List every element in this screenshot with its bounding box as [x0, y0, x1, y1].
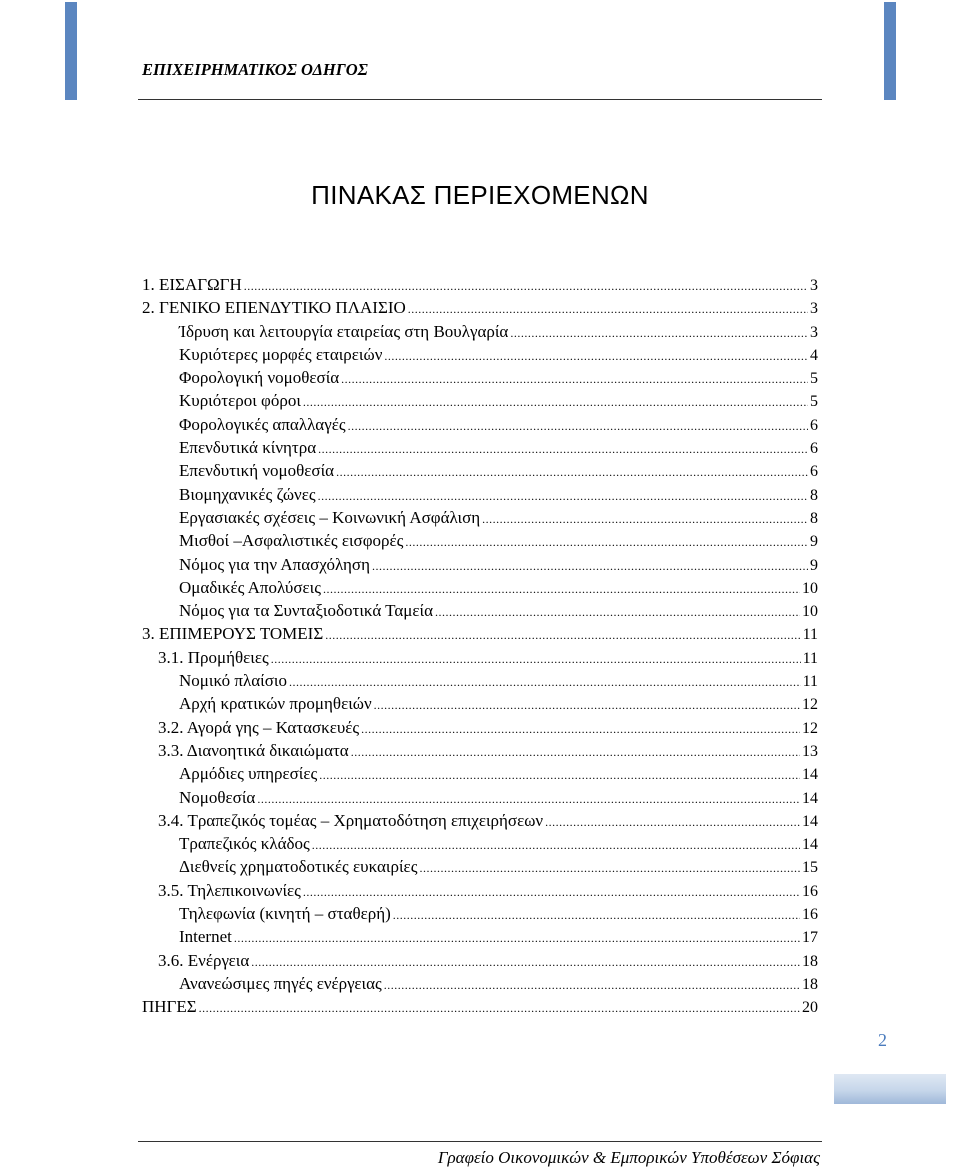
toc-dot-leader	[251, 951, 800, 974]
toc-dot-leader	[244, 275, 808, 298]
toc-entry-label: Αρχή κρατικών προμηθειών	[179, 694, 372, 714]
toc-dot-leader	[234, 927, 800, 950]
toc-dot-leader	[419, 857, 800, 880]
toc-entry-label: Νόμος για τα Συνταξιοδοτικά Ταμεία	[179, 601, 434, 621]
toc-entry[interactable]	[142, 389, 818, 412]
toc-dot-leader	[435, 601, 800, 624]
toc-entry[interactable]	[142, 762, 818, 785]
toc-dot-leader	[408, 298, 808, 321]
toc-entry-page: 3	[810, 277, 818, 294]
toc-entry-label: Επενδυτική νομοθεσία	[179, 461, 335, 481]
toc-dot-leader	[303, 391, 808, 414]
toc-entry[interactable]	[142, 879, 818, 902]
toc-dot-leader	[325, 624, 800, 647]
toc-dot-leader	[312, 834, 800, 857]
toc-entry[interactable]	[142, 646, 818, 669]
toc-entry-page: 8	[810, 509, 818, 527]
toc-entry[interactable]	[142, 692, 818, 715]
toc-entry-label: Νομικό πλαίσιο	[179, 671, 287, 691]
toc-dot-leader	[199, 997, 800, 1020]
page-number-tab-decoration	[834, 1074, 946, 1104]
toc-entry[interactable]	[142, 413, 818, 436]
toc-entry-label: Ανανεώσιμες πηγές ενέργειας	[179, 973, 382, 993]
toc-dot-leader	[303, 881, 800, 904]
toc-entry[interactable]	[142, 809, 818, 832]
toc-entry[interactable]	[142, 459, 818, 482]
toc-entry-page: 18	[802, 952, 818, 970]
header-decoration-bar-left	[65, 2, 77, 100]
toc-entry[interactable]	[142, 786, 818, 809]
toc-entry-page: 12	[802, 719, 818, 737]
toc-entry-page: 5	[810, 393, 818, 411]
toc-entry-label: Ίδρυση και λειτουργία εταιρείας στη Βουλγαρία	[179, 321, 509, 341]
toc-dot-leader	[318, 485, 808, 508]
toc-entry[interactable]	[142, 436, 818, 459]
toc-entry-label: 3.2. Αγορά γης – Κατασκευές	[158, 717, 360, 737]
toc-entry-label: 3.4. Τραπεζικός τομέας – Χρηματοδότηση επιχειρήσεων	[158, 810, 544, 830]
footer-text: Γραφείο Οικονομικών & Εμπορικών Υποθέσεων Σόφιας	[437, 1148, 820, 1167]
toc-dot-leader	[482, 508, 808, 531]
toc-entry-label: Κυριότεροι φόροι	[179, 391, 301, 411]
toc-entry-page: 16	[802, 906, 818, 924]
toc-entry-label: 3. ΕΠΙΜΕΡΟΥΣ ΤΟΜΕΙΣ	[142, 624, 324, 644]
toc-dot-leader	[336, 461, 808, 484]
toc-entry[interactable]	[142, 366, 818, 389]
toc-entry-label: Νομοθεσία	[179, 787, 256, 807]
toc-entry-page: 11	[802, 673, 818, 691]
toc-entry[interactable]	[142, 483, 818, 506]
toc-entry-page: 6	[810, 416, 818, 434]
header-decoration-bar-right	[884, 2, 896, 100]
toc-dot-leader	[405, 531, 808, 554]
toc-entry-page: 10	[802, 603, 818, 621]
toc-entry[interactable]	[142, 273, 818, 296]
toc-entry-page: 14	[802, 789, 818, 807]
toc-entry[interactable]	[142, 320, 818, 343]
toc-entry-label: Βιομηχανικές ζώνες	[179, 484, 316, 504]
toc-entry-label: 3.5. Τηλεπικοινωνίες	[158, 880, 301, 900]
toc-dot-leader	[257, 788, 800, 811]
toc-entry[interactable]	[142, 716, 818, 739]
toc-entry[interactable]	[142, 622, 818, 645]
toc-dot-leader	[289, 671, 801, 694]
table-of-contents	[142, 273, 818, 1019]
toc-entry-page: 14	[802, 836, 818, 854]
toc-entry-label: 2. ΓΕΝΙΚΟ ΕΠΕΝΔΥΤΙΚΟ ΠΛΑΙΣΙΟ	[142, 298, 406, 318]
toc-entry-label: Φορολογικές απαλλαγές	[179, 414, 346, 434]
toc-dot-leader	[384, 345, 808, 368]
toc-entry-label: 3.3. Διανοητικά δικαιώματα	[158, 740, 349, 760]
header-title: ΕΠΙΧΕΙΡΗΜΑΤΙΚΟΣ ΟΔΗΓΟΣ	[142, 60, 368, 79]
toc-entry-page: 11	[802, 626, 818, 644]
toc-dot-leader	[323, 578, 800, 601]
toc-dot-leader	[393, 904, 800, 927]
toc-entry-label: Αρμόδιες υπηρεσίες	[179, 764, 318, 784]
toc-entry-page: 14	[802, 812, 818, 830]
header-divider	[138, 99, 822, 100]
toc-entry[interactable]	[142, 553, 818, 576]
toc-dot-leader	[372, 555, 808, 578]
toc-entry[interactable]	[142, 925, 818, 948]
toc-entry[interactable]	[142, 832, 818, 855]
toc-entry-page: 14	[802, 766, 818, 784]
toc-entry-page: 15	[802, 859, 818, 877]
toc-entry-label: Επενδυτικά κίνητρα	[179, 438, 317, 458]
toc-entry[interactable]	[142, 739, 818, 762]
toc-entry[interactable]	[142, 902, 818, 925]
toc-dot-leader	[510, 322, 808, 345]
toc-entry-label: 1. ΕΙΣΑΓΩΓΗ	[142, 275, 242, 294]
toc-entry-label: 3.1. Προμήθειες	[158, 647, 269, 667]
toc-dot-leader	[351, 741, 800, 764]
toc-title: ΠΙΝΑΚΑΣ ΠΕΡΙΕΧΟΜΕΝΩΝ	[311, 180, 649, 210]
toc-entry[interactable]	[142, 669, 818, 692]
toc-entry-label: 3.6. Ενέργεια	[158, 950, 250, 970]
toc-entry[interactable]	[142, 949, 818, 972]
toc-entry[interactable]	[142, 599, 818, 622]
toc-dot-leader	[318, 438, 808, 461]
toc-entry-page: 18	[802, 975, 818, 993]
toc-entry-page: 9	[810, 533, 818, 551]
toc-entry-label: Εργασιακές σχέσεις – Κοινωνική Ασφάλιση	[179, 507, 481, 527]
toc-entry-label: Φορολογική νομοθεσία	[179, 368, 340, 388]
toc-entry-page: 3	[810, 323, 818, 341]
toc-dot-leader	[384, 974, 800, 997]
toc-dot-leader	[341, 368, 808, 391]
toc-entry[interactable]	[142, 529, 818, 552]
toc-dot-leader	[361, 718, 800, 741]
toc-entry[interactable]	[142, 995, 818, 1018]
toc-entry-page: 3	[810, 300, 818, 318]
toc-entry[interactable]	[142, 576, 818, 599]
toc-entry-page: 17	[802, 929, 818, 947]
toc-entry[interactable]	[142, 972, 818, 995]
toc-dot-leader	[319, 764, 800, 787]
toc-entry[interactable]	[142, 855, 818, 878]
toc-entry-label: Νόμος για την Απασχόληση	[179, 554, 370, 574]
toc-entry-label: Internet	[179, 927, 232, 947]
toc-entry-page: 11	[802, 649, 818, 667]
toc-entry-page: 8	[810, 486, 818, 504]
toc-entry-page: 5	[810, 370, 818, 388]
toc-entry-label: Μισθοί –Ασφαλιστικές εισφορές	[179, 531, 404, 551]
toc-entry-label: Διεθνείς χρηματοδοτικές ευκαιρίες	[179, 857, 418, 877]
toc-entry-page: 12	[802, 696, 818, 714]
page-number: 2	[878, 1030, 887, 1050]
toc-entry-label: ΠΗΓΕΣ	[142, 997, 197, 1017]
toc-entry[interactable]	[142, 506, 818, 529]
toc-entry-page: 6	[810, 440, 818, 458]
toc-entry[interactable]	[142, 296, 818, 319]
toc-entry-page: 9	[810, 556, 818, 574]
toc-entry-label: Ομαδικές Απολύσεις	[179, 577, 321, 597]
toc-entry-page: 16	[802, 882, 818, 900]
toc-entry-label: Κυριότερες μορφές εταιρειών	[179, 344, 383, 364]
toc-entry[interactable]	[142, 343, 818, 366]
toc-entry-page: 20	[802, 999, 818, 1017]
toc-entry-label: Τραπεζικός κλάδος	[179, 834, 310, 854]
toc-entry-page: 13	[802, 742, 818, 760]
toc-entry-page: 10	[802, 579, 818, 597]
toc-dot-leader	[374, 694, 800, 717]
footer-divider	[138, 1141, 822, 1142]
toc-dot-leader	[271, 648, 801, 671]
toc-entry-page: 6	[810, 463, 818, 481]
toc-entry-page: 4	[810, 346, 818, 364]
toc-entry-label: Τηλεφωνία (κινητή – σταθερή)	[179, 904, 391, 924]
toc-dot-leader	[545, 811, 800, 834]
toc-dot-leader	[348, 415, 808, 438]
